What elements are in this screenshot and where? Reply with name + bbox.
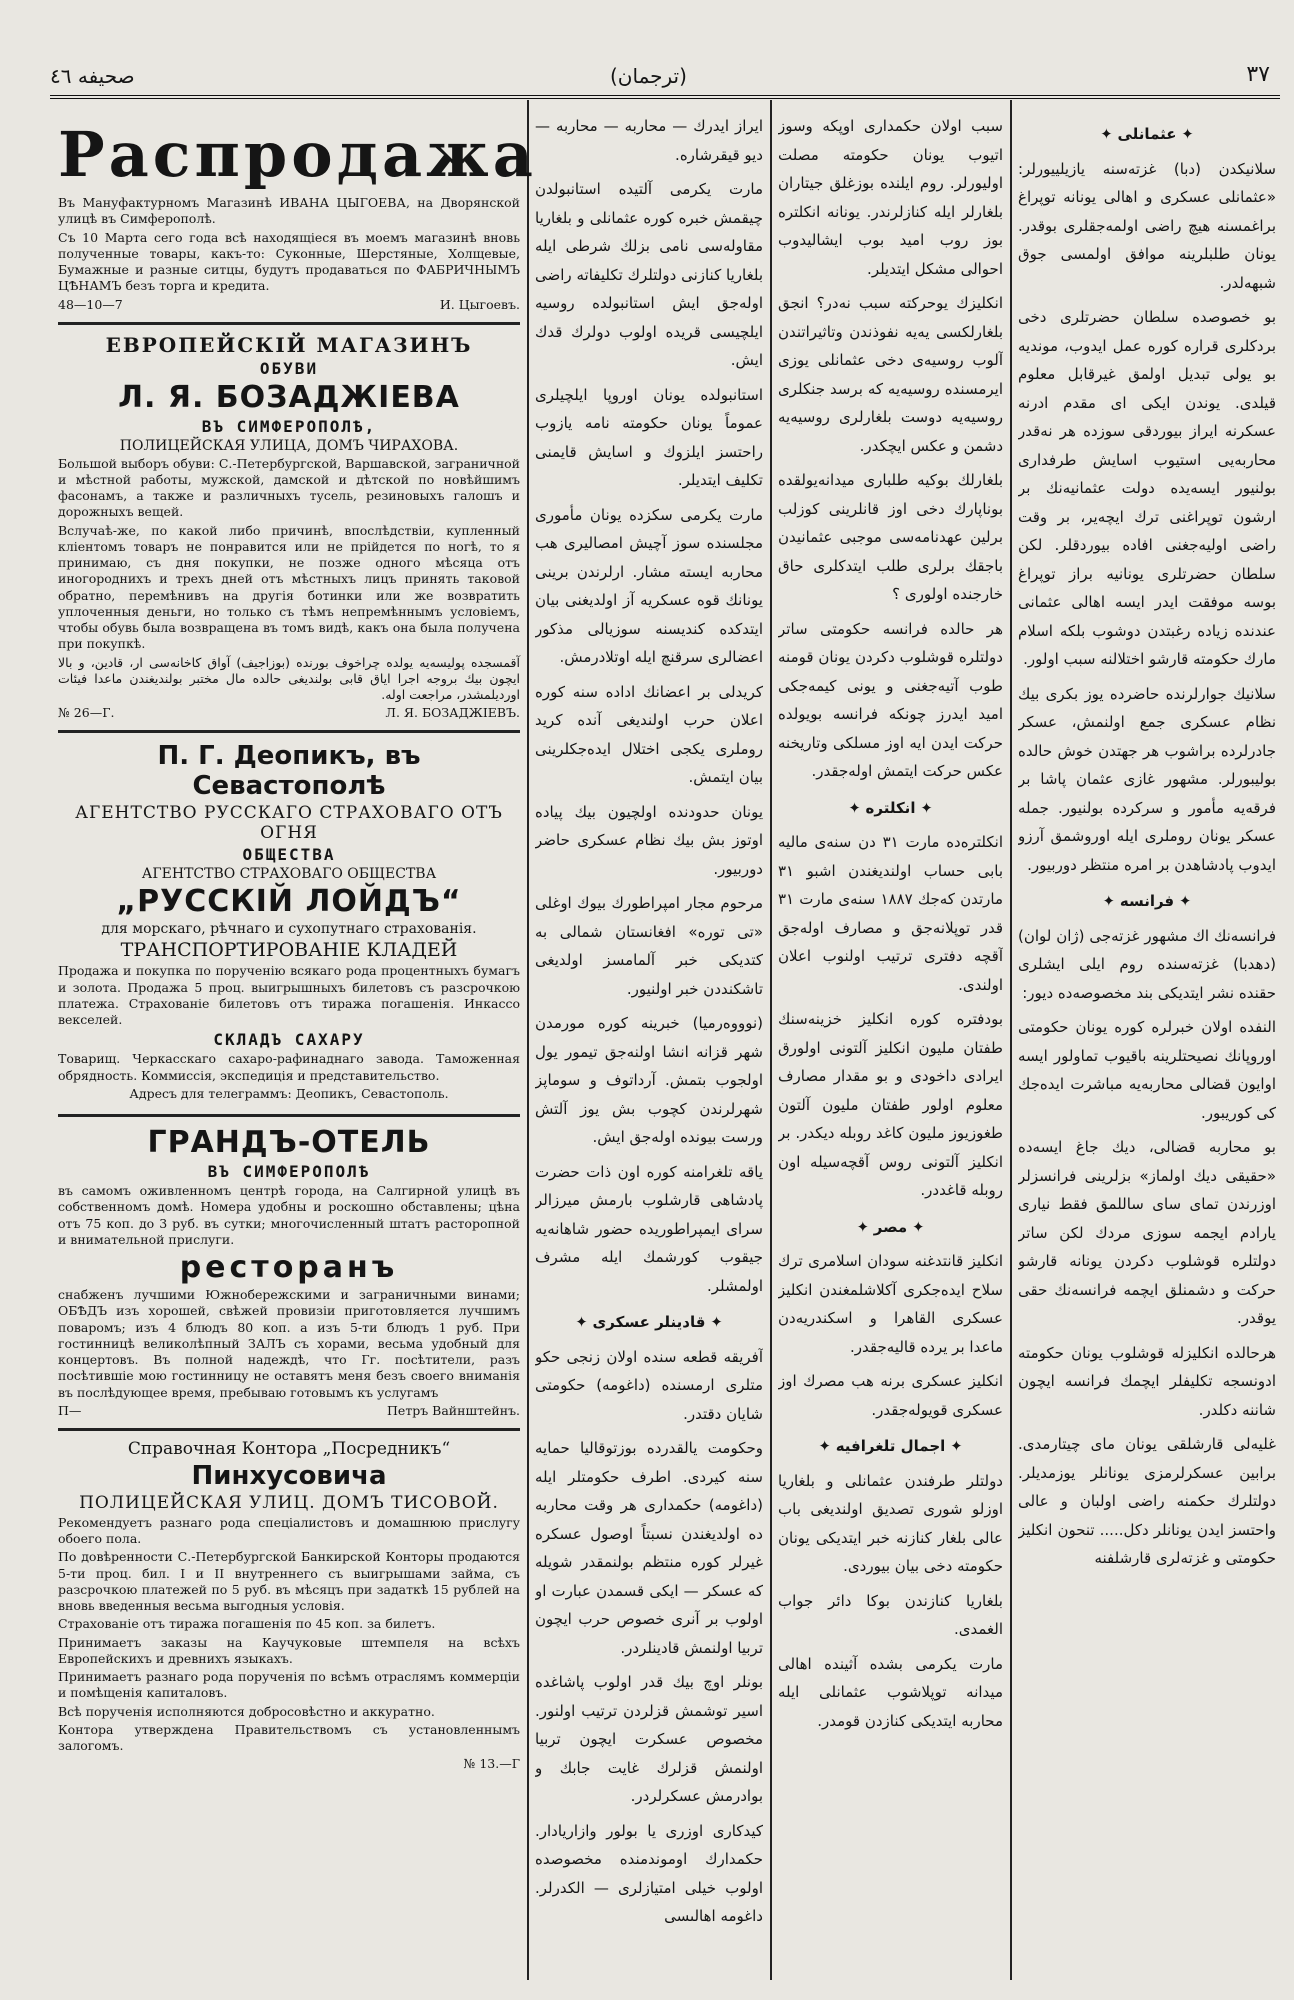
ad-line: ОБЩЕСТВА (242, 845, 336, 865)
ad-line: „РУССКІЙ ЛОЙДЪ“ (116, 884, 462, 920)
ad-body: Страхованіе отъ тиража погашенія по 45 коп. за билетъ. (58, 1616, 436, 1632)
ad-body: въ самомъ оживленномъ центрѣ города, на Салгирной улицѣ въ собственномъ домѣ. Номера удобны и роскошно обставлены; цѣна отъ 75 коп. до 3 руб. въ сутки; многочисленный штатъ расторопной и внимательной прислуги. (58, 1183, 520, 1247)
article-paragraph: دولتلر طرفندن عثمانلى و بلغاريا اوزلو شورى تصديق اولنديغى باب عالى بلغار كنازنه خبر ايتديكى يونان حكومته دخى بيان بيوردى. (778, 1471, 1003, 1575)
ad-text: Въ Мануфактурномъ Магазинѣ ИВАНА ЦЫГОЕВА, на Дворянской улицѣ въ Симферополѣ. (58, 195, 520, 227)
article-paragraph: فرانسه‌نك اك مشهور غزته‌جى (ژان لوان) (دهدبا) غزته‌سنده روم ايلى ايشلرى حقنده نشر ايتديكى بند مخصوصه‌ده ديور: (1018, 926, 1276, 1002)
ad-body: Контора утверждена Правительствомъ съ установленнымъ залогомъ. (58, 1721, 520, 1753)
article-paragraph: سلانيك جوارلرنده حاضرده يوز بكرى بيك نظام عسكرى جمع اولنمش، عسكر جادرلرده براشوب هر جهتدن خوش حالده بوليبورلر. مشهور غازى عثمان پاشا بر فرقه‌يه مأمور و سركرده بولنيور. جمله عسكر يونان روملرى ايله اوروشمق آرزو ايدوب پادشاهدن بر امره منتظر دوربيور. (1018, 684, 1276, 874)
ad-signer: И. Цыгоевъ. (439, 296, 520, 312)
article-paragraph: (نوووه‌رميا) خبرينه كوره مورمدن شهر قزانه انشا اولنه‌جق تيمور يول اولجوب بتمش. آرداتوف و سوماپز شهرلرندن كچوب بش يوز آلتش ورست بيونده اوله‌جق ايش. (535, 1014, 763, 1146)
ad-grand-hotel (58, 1117, 520, 1431)
section-heading: ✦ قادينلر عسكرى ✦ (535, 1308, 763, 1337)
ad-number: 48—10—7 (58, 296, 123, 312)
article-paragraph: بودفتره كوره انكليز خزينه‌سنك طفتان مليون انكليز آلتونى اولورق ايرادى داخودى و بو مقدار مصارف معلوم اولور طفتان مليون آلتون طغوزيوز مليون كاغد روبله ديكدر. بر انكليز آلتونى روس آقچه‌سيله اون روبله قاغددر. (778, 1010, 1003, 1199)
ad-body: Принимаетъ заказы на Каучуковые штемпеля на всѣхъ Европейскихъ и древнихъ языкахъ. (58, 1634, 520, 1666)
article-paragraph: انكليز عسكرى برنه هب مصرك اوز عسكرى قويوله‌جقدر. (778, 1372, 1003, 1419)
section-heading: ✦ اجمال تلغرافيه ✦ (778, 1432, 1003, 1461)
article-paragraph: مارت يكرمى آلتيده استانبولدن چيقمش خبره كوره عثمانلى و بلغاريا مقاوله‌سى نامى بزلك شرطى ايله بلغاريا كنازنى دولتلرك تكليفاته راضى اوله‌جق ايش استانبولده روسيه ايلچيسى قريده اولوب دولرك قدك ايش. (535, 180, 763, 369)
article-paragraph: استانبولده يونان اوروپا ايلچيلرى عموماً يونان حكومته نامه يازوب راحتسز ايلزوك و اسايش قايمنى تكليف ايتديلر. (535, 385, 763, 489)
article-paragraph: هرحالده انكليزله قوشلوب يونان حكومته ادونسجه تكليفلر ايچمك فرانسه ايچون شاننه دكلدر. (1018, 1343, 1276, 1419)
ad-body: Всѣ порученія исполняются добросовѣстно и аккуратно. (58, 1703, 435, 1719)
ad-line: Л. Я. БОЗАДЖІЕВА (118, 379, 460, 415)
section-heading: ✦ مصر ✦ (778, 1213, 1003, 1242)
ad-signer: Петръ Вайнштейнъ. (387, 1402, 520, 1418)
section-heading: ✦ عثمانلى ✦ (1018, 120, 1276, 149)
ad-body: Рекомендуетъ разнаго рода спеціалистовъ и домашнюю прислугу обоего пола. (58, 1514, 520, 1546)
ad-line: для морскаго, рѣчнаго и сухопутнаго страхованія. (101, 921, 477, 938)
ad-line: СКЛАДЪ САХАРУ (213, 1030, 365, 1050)
ad-body: Большой выборъ обуви: С.-Петербургской, Варшавской, заграничной и мѣстной работы, мужской, дамской и дѣтской по новѣйшимъ фасонамъ, а также и различныхъ тусель, резиновыхъ галошъ и дорожныхъ вещей. (58, 455, 521, 520)
ad-line: ПОЛИЦЕЙСКАЯ УЛИЦ. ДОМЪ ТИСОВОЙ. (79, 1492, 499, 1513)
ad-line: Пинхусовича (191, 1460, 387, 1491)
header-rule (50, 95, 1280, 99)
ad-body: снабженъ лучшими Южнобережскими и заграничными винами; ОБѢДЪ изъ хорошей, свѣжей провизіи приготовляется лучшимъ поваромъ; изъ 4 блюдъ 80 коп. а изъ 5-ти блюдъ 1 руб. При гостинницѣ великолѣпный ЗАЛЪ съ хорами, весьма удобный для концертовъ. Въ полной надеждѣ, что Гг. посѣтители, разъ посѣтившіе мою гостинницу не оставятъ меня безъ своего вниманія въ послѣдующее время, пребываю готовымъ къ услугамъ (58, 1287, 520, 1400)
article-paragraph: انكلتره‌ده مارت ٣١ دن سنه‌ى ماليه بابى حساب اولنديغندن اشبو ٣١ مارتدن كه‌جك ١٨٨٧ سنه‌ى مارت ٣١ قدر توپلانه‌جق و مصارف اوله‌جق آقچه دفترى ترتيب اولنوب اعلان اولندى. (778, 833, 1003, 994)
advertisements-column (58, 108, 537, 1781)
article-paragraph: بلغاريا كنازندن بوكا دائر جواب الغمدى. (778, 1591, 1003, 1638)
column-divider (527, 100, 529, 1980)
ad-number: № 13.—Г (463, 1756, 520, 1772)
article-paragraph: مرحوم مجار امپراطورك بيوك اوغلى «تى توره» افغانستان شمالى به كتديكى خبر آلمامسز اولديغى تاشكنددن خبر اولنيور. (535, 894, 763, 998)
ad-signature (58, 1756, 520, 1771)
ad-signature (58, 705, 520, 720)
column-divider (1010, 100, 1012, 1980)
article-column-1 (1018, 112, 1276, 1972)
ad-line: ПОЛИЦЕЙСКАЯ УЛИЦА, ДОМЪ ЧИРАХОВА. (119, 437, 459, 454)
article-paragraph: ايراز ايدرك — محاربه — محاربه — ديو قيقرشاره. (535, 117, 763, 164)
ad-number: П— (58, 1402, 82, 1418)
article-paragraph: غليه‌لى قارشلقى يونان ماى چيتارمدى. برابين عسكرلرمزى يونانلر يوزمديلر. دولتلرك حكمنه راضى اولبان و عالى واحتسز ايدن يونانلر دكل..... تنحون انكليز حكومتى و غزته‌لرى قارشلفنه (1018, 1435, 1276, 1567)
ad-bozadzhiev (58, 325, 520, 734)
ad-line: ресторанъ (179, 1250, 399, 1285)
article-paragraph: كيدكارى اوزرى يا بولور وازاريادار. حكمدارك اوموندمنده مخصوصده اولوب خيلى امتيازلرى — الكدرلر. داغومه اهالىسى (535, 1821, 763, 1925)
article-paragraph: النفده اولان خبرلره كوره يونان حكومتى اوروپانك نصيحتلرينه باقيوب تماولور ايسه اوايون قضالى محاربه‌يه مباشرت ايده‌جك كى كوريبور. (1018, 1018, 1276, 1122)
article-column-2 (778, 112, 1003, 1972)
ad-posrednik (58, 1431, 520, 1782)
ad-number: № 26—Г. (58, 705, 115, 721)
article-paragraph: كريدلى بر اعضانك اداده سنه كوره اعلان حرب اولنديغى آنده كريد روملرى يكجى اختلال ايده‌جكلرينى بيان ايتمش. (535, 682, 763, 786)
section-heading: ✦ انكلتره ✦ (778, 794, 1003, 823)
article-paragraph: مارت يكرمى بشده آثينده اهالى ميدانه توپلاشوب عثمانلى ايله محاربه ايتديكى كنازدن قومدر. (778, 1654, 1003, 1730)
article-paragraph: يونان حدودنده اولچيون بيك پياده اوتوز بش بيك نظام عسكرى حاضر دوربيور. (535, 802, 763, 878)
ad-line: ЕВРОПЕЙСКІЙ МАГАЗИНЪ (105, 332, 473, 357)
page-number-right: ٣٧ (1246, 62, 1270, 87)
article-paragraph: ياقه تلغرامنه كوره اون ذات حضرت پادشاهى قارشلوب بارمش ميرزالر سراى ايمپراطوريده حضور شاهانه‌يه جيقوب كورشمك ايله مشرف اولمشلر. (535, 1162, 763, 1295)
ad-line: ВЪ СИМФЕРОПОЛѢ, (201, 416, 377, 436)
page-header (50, 60, 1280, 100)
ad-body: По довѣренности С.-Петербургской Банкирской Конторы продаются 5-ти проц. бил. I и II внутреннего съ выигрышами займа, съ разсрочкою платежей по 5 руб. въ мѣсяцъ при задаткѣ 15 рублей на вновь введенныя весьма выгодныя условія. (58, 1549, 520, 1613)
ad-signer: Л. Я. БОЗАДЖІЕВЪ. (385, 705, 520, 721)
ad-line: П. Г. Деопикъ, въ Севастополѣ (157, 741, 421, 802)
article-paragraph: بونلر اوچ بيك قدر اولوب پاشاغده اسير توشمش قزلردن ترتيب اولنور. مخصوص عسكرت ايچون تربيا اولنمش قزلرك غايت جابك و بوادرمش عسكرلردر. (535, 1673, 763, 1805)
article-paragraph: بلغارلك بوكيه طلبارى ميدانه‌يولقده بوناپارك دخى اوز قانلرينى كوزلب برلين عهدنامه‌سى موجبى عثمانيدن باجقك برلرى طلب ايتدكلرى حاق خارجنده اولورى ؟ (778, 471, 1003, 603)
article-paragraph: بو خصوصده سلطان حضرتلرى دخى بردكلرى قراره كوره عمل ايدوب، مونديه بو يولى تبديل اولمق غيرقابل معلوم قيلدى. يوندن ايكى اى مقدم ادرنه عسكرنه ايراز بيوردقى سوزده هر نه‌قدر محاربه‌يى استيوب اسايش طرفدارى بولنيور ايسه‌يده دولت عثمانيه‌نك بر ارشون توپراغنى ترك ايچه‌ير، بر وقت راضى اوليه‌جغنى افاده بيوردقلر. لكن سلطان حضرتلرى يونانيه براز توپراغ بوسه موفقت ايدر ايسه اهالى عثمانى عندنده زياده رغبتدن دوشوب بلكه اسلام مارك حكومته قارشو اختلالنه سبب اولور. (1018, 308, 1276, 668)
article-paragraph: آفريقه قطعه سنده اولان زنجى حكو متلرى ارمسنده (داغومه) حكومتى شايان دقتدر. (535, 1347, 763, 1423)
ad-body: Товарищ. Черкасскаго сахаро-рафинаднаго завода. Таможенная обрядность. Коммиссія, экспедиція и представительство. (58, 1051, 520, 1083)
article-paragraph: بو محاربه قضالى، ديك جاغ ايسه‌ده «حقيقى ديك اولماز» بزلرينى فرانسزلر اوزرندن تماى ساى ساللمق فقط نيارى يارادم ايجمه سوزى مردك لكن ساتر دولتلره قوشلوب دكردن يونانه قارشو حركت و دشمنلق ايچمه فرانسه‌نك حقى يوقدر. (1018, 1138, 1276, 1327)
ad-signature (58, 1403, 520, 1418)
article-paragraph: انكليزك يوحركته سبب نه‌در؟ انجق بلغارلكسى يه‌يه نفوذندن وتاثيراتندن آلوب روسيه‌ى دخى عثمانلى يوزى ايرمسنده روسيه‌يه كه برسد جنكلرى روسيه‌يه دوست بلغارلرى روسيه‌يه دشمن و عكس ايچكدر. (778, 294, 1003, 455)
ad-body-ottoman: آقمسجده پولیسه‌یه یولده چراخوف بورنده (بوزاجيف) آواق كاخانه‌سى ار، قادين، و بالا ایچون بيك بروجه اجرا ایاق قابى بولندیغى حالده مال مختبر بولندیغندن ماعدا فيئات اوردیلمشدر، مراجعت اوله. (58, 654, 520, 702)
ad-tsygoev (58, 108, 537, 325)
column-divider (770, 100, 772, 1980)
ad-body: Принимаетъ разнаго рода порученія по всѣмъ отраслямъ коммерціи и помѣщенія капиталовъ. (58, 1669, 520, 1701)
page-number-left: صحيفه ٤٦ (50, 64, 135, 88)
article-paragraph: سبب اولان حكمدارى اوپكه وسوز اتيوب يونان حكومته مصلت اوليورلر. روم ايلنده بوزغلق جيتاران بلغارلر ايله كنازلرندر. يونانه انكلتره بوز روب اميد بوب ايشاليدوب احوالى مشكل ايتديلر. (778, 117, 1003, 278)
article-paragraph: وحكومت يالقدرده بوزتوقاليا حمايه سنه كيردى. اطرف حكومتلر ايله (داغومه) حكمدارى هر وقت محاربه ده اولديغندن نسبتاً اوصول عسكره غيرلر كوره منتظم بولنمقدر شويله كه عسكر — ايكى قسمدن عبارت او اولوب بر آنرى خصوص حرب ايچون تربيا اولنمش قادينلردر. (535, 1439, 763, 1657)
ad-line: ОБУВИ (259, 358, 319, 378)
ad-line: ГРАНДЪ-ОТЕЛЬ (147, 1125, 431, 1160)
ad-body: Адресъ для телеграммъ: Деопикъ, Севастополь. (129, 1085, 449, 1101)
article-paragraph: مارت يكرمى سكزده يونان مأمورى مجلسنده سوز آچيش امصاليرى هب محاربه ايسته مشار. ارلرندن برينى يونانك قوه عسكريه آز اولديغنى بيان ايتدكده كنديسنه سوزيالى مذكور اعضالرى سرقنچ ايله اوتلادرمش. (535, 505, 763, 666)
article-paragraph: هر حالده فرانسه حكومتى ساتر دولتلره قوشلوب دكردن يونان قومنه طوب آتيه‌جغنى و يونى كيمه‌جكى اميد ايدرز چونكه فرانسه بويولده حركت ايدن ايه اوز مسلكى وتاريخنه عكس حركت ايتمش اوله‌جقدر. (778, 619, 1003, 780)
ad-line: АГЕНТСТВО СТРАХОВАГО ОБЩЕСТВА (141, 866, 437, 883)
ad-body: Съ 10 Марта сего года всѣ находящіеся въ моемъ магазинѣ вновь полученные товары, какъ-то: Суконные, Шерстяные, Холщевые, Бумажные и разные ситцы, будутъ продаваться по ФАБРИЧНЫМЪ ЦѢНАМЪ безъ торга и кредита. (58, 229, 520, 294)
ad-title: Распродажа (58, 118, 537, 191)
ad-body: Продажа и покупка по порученію всякаго рода процентныхъ бумагъ и золота. Продажа 5 проц. выигрышныхъ билетовъ съ разсрочкою платежа. Страхованіе билетовъ отъ тиража погашенія. Инкассо векселей. (58, 963, 520, 1027)
ad-line: АГЕНТСТВО РУССКАГО СТРАХОВАГО ОТЪ ОГНЯ (75, 803, 503, 844)
masthead-name: (ترجمان) (610, 64, 687, 88)
article-column-3 (535, 112, 763, 1972)
ad-line: Справочная Контора „Посредникъ“ (127, 1438, 451, 1459)
ad-signature (58, 297, 520, 312)
article-paragraph: انكليز قانتدغنه سودان اسلامرى ترك سلاح ايده‌جكرى آكلاشلمغندن انكليز عسكرى القاهرا و اسكندريه‌دن ماعدا بر يرده قاليه‌جقدر. (778, 1252, 1003, 1356)
ad-body: Вслучаѣ-же, по какой либо причинѣ, впослѣдствіи, купленный кліентомъ товаръ не понравится или не прійдется по ногѣ, то я принимаю, съ дня покупки, не позже одного мѣсяца отъ иногороднихъ и трехъ дней отъ мѣстныхъ лицъ принять таковой обратно, перемѣнивъ на другія ботинки или же возвратить уплоченныя деньги, но только съ тѣмъ непремѣннымъ условіемъ, чтобы обувь была возвращена въ томъ видѣ, какъ она была получена при покупкѣ. (58, 522, 520, 652)
ad-deopik (58, 733, 520, 1117)
section-heading: ✦ فرانسه ✦ (1018, 887, 1276, 916)
article-paragraph: سلانيكدن (دبا) غزته‌سنه يازيلييورلر: «عثمانلى عسكرى و اهالى يونانه توپراغ براغمسنه هيچ راضى اولمه‌جقلرى بوقدر. يونان طلبلرينه موافق اولمسى جوق شبهه‌لدر. (1018, 159, 1276, 292)
ad-line: ТРАНСПОРТИРОВАНІЕ КЛАДЕЙ (120, 939, 458, 962)
ad-line: ВЪ СИМФЕРОПОЛѢ (207, 1162, 371, 1181)
